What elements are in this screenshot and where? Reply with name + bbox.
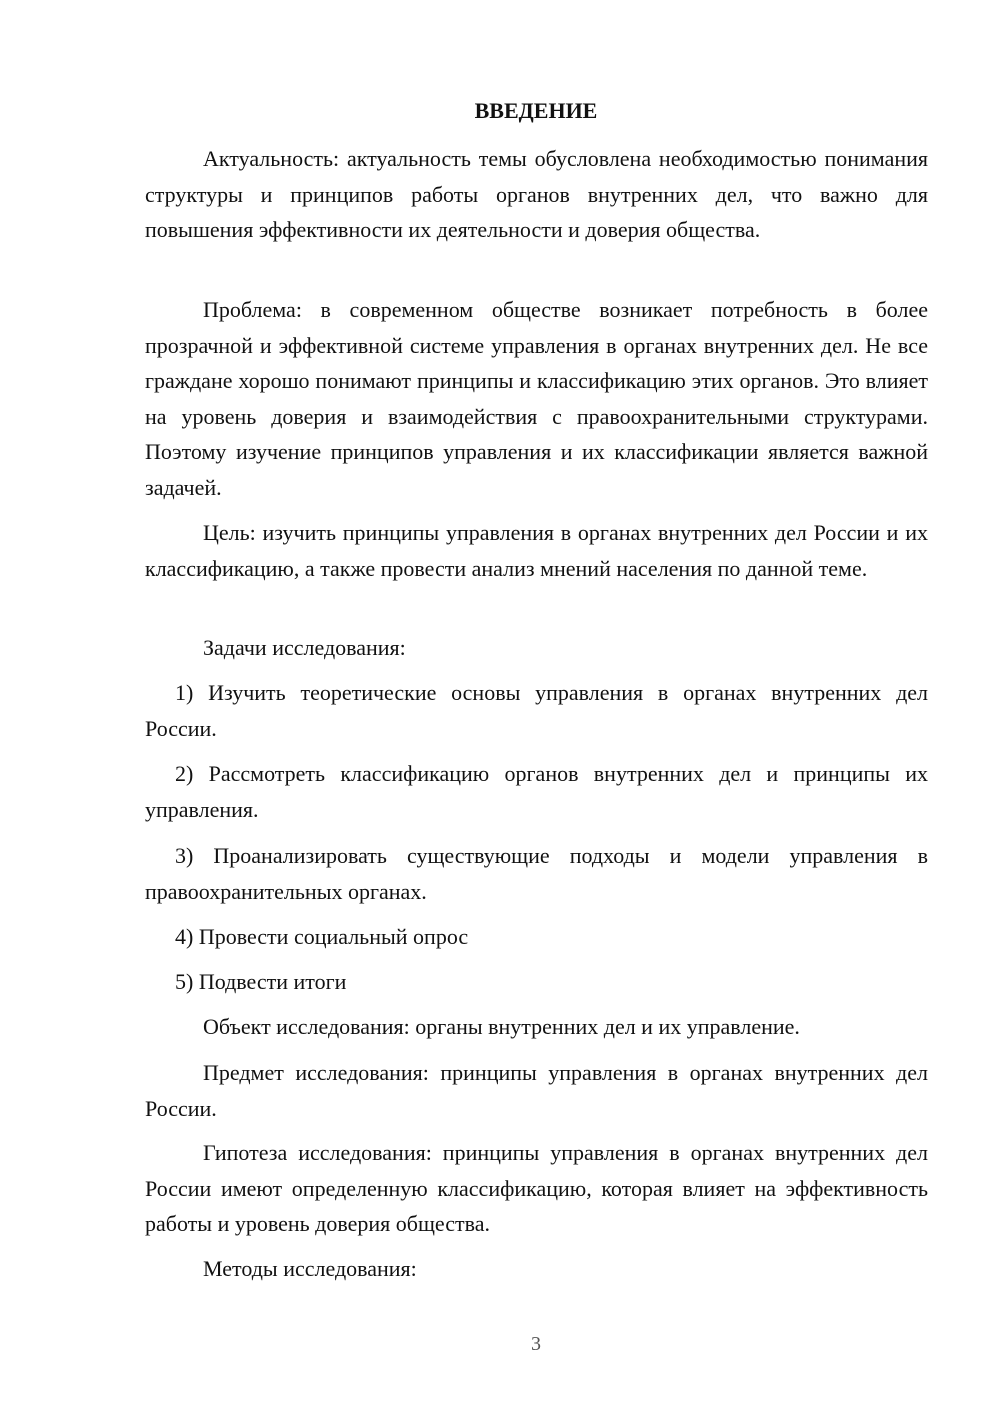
task-item-4: 4) Провести социальный опрос xyxy=(175,924,469,949)
methods-title: Методы исследования: xyxy=(203,1256,417,1281)
task-item-5: 5) Подвести итоги xyxy=(175,969,347,994)
paragraph-object: Объект исследования: органы внутренних дел и их управление. xyxy=(203,1014,800,1039)
paragraph-goal: Цель: изучить принципы управления в органах внутренних дел России и их классификацию, а также провести анализ мнений населения по данной теме. xyxy=(145,520,928,581)
paragraph-hypothesis: Гипотеза исследования: принципы управления в органах внутренних дел России имеют определенную классификацию, которая влияет на эффективность работы и уровень доверия общества. xyxy=(145,1140,928,1236)
tasks-title: Задачи исследования: xyxy=(203,635,406,660)
paragraph-subject: Предмет исследования: принципы управления в органах внутренних дел России. xyxy=(145,1060,928,1121)
task-item-3: 3) Проанализировать существующие подходы и модели управления в правоохранительных органах. xyxy=(145,843,928,904)
page-number: 3 xyxy=(531,1333,541,1355)
page-title: ВВЕДЕНИЕ xyxy=(474,98,598,123)
paragraph-problem: Проблема: в современном обществе возникает потребность в более прозрачной и эффективной системе управления в органах внутренних дел. Не все граждане хорошо понимают принципы и классификацию этих органов. Это влияет на уровень доверия и взаимодействия с правоохранительными структурами. Поэтому изучение принципов управления и их классификации является важной задачей. xyxy=(145,297,928,500)
paragraph-relevance: Актуальность: актуальность темы обусловлена необходимостью понимания структуры и принципов работы органов внутренних дел, что важно для повышения эффективности их деятельности и доверия общества. xyxy=(145,146,928,242)
task-item-2: 2) Рассмотреть классификацию органов внутренних дел и принципы их управления. xyxy=(145,761,928,822)
task-item-1: 1) Изучить теоретические основы управления в органах внутренних дел России. xyxy=(145,680,928,741)
